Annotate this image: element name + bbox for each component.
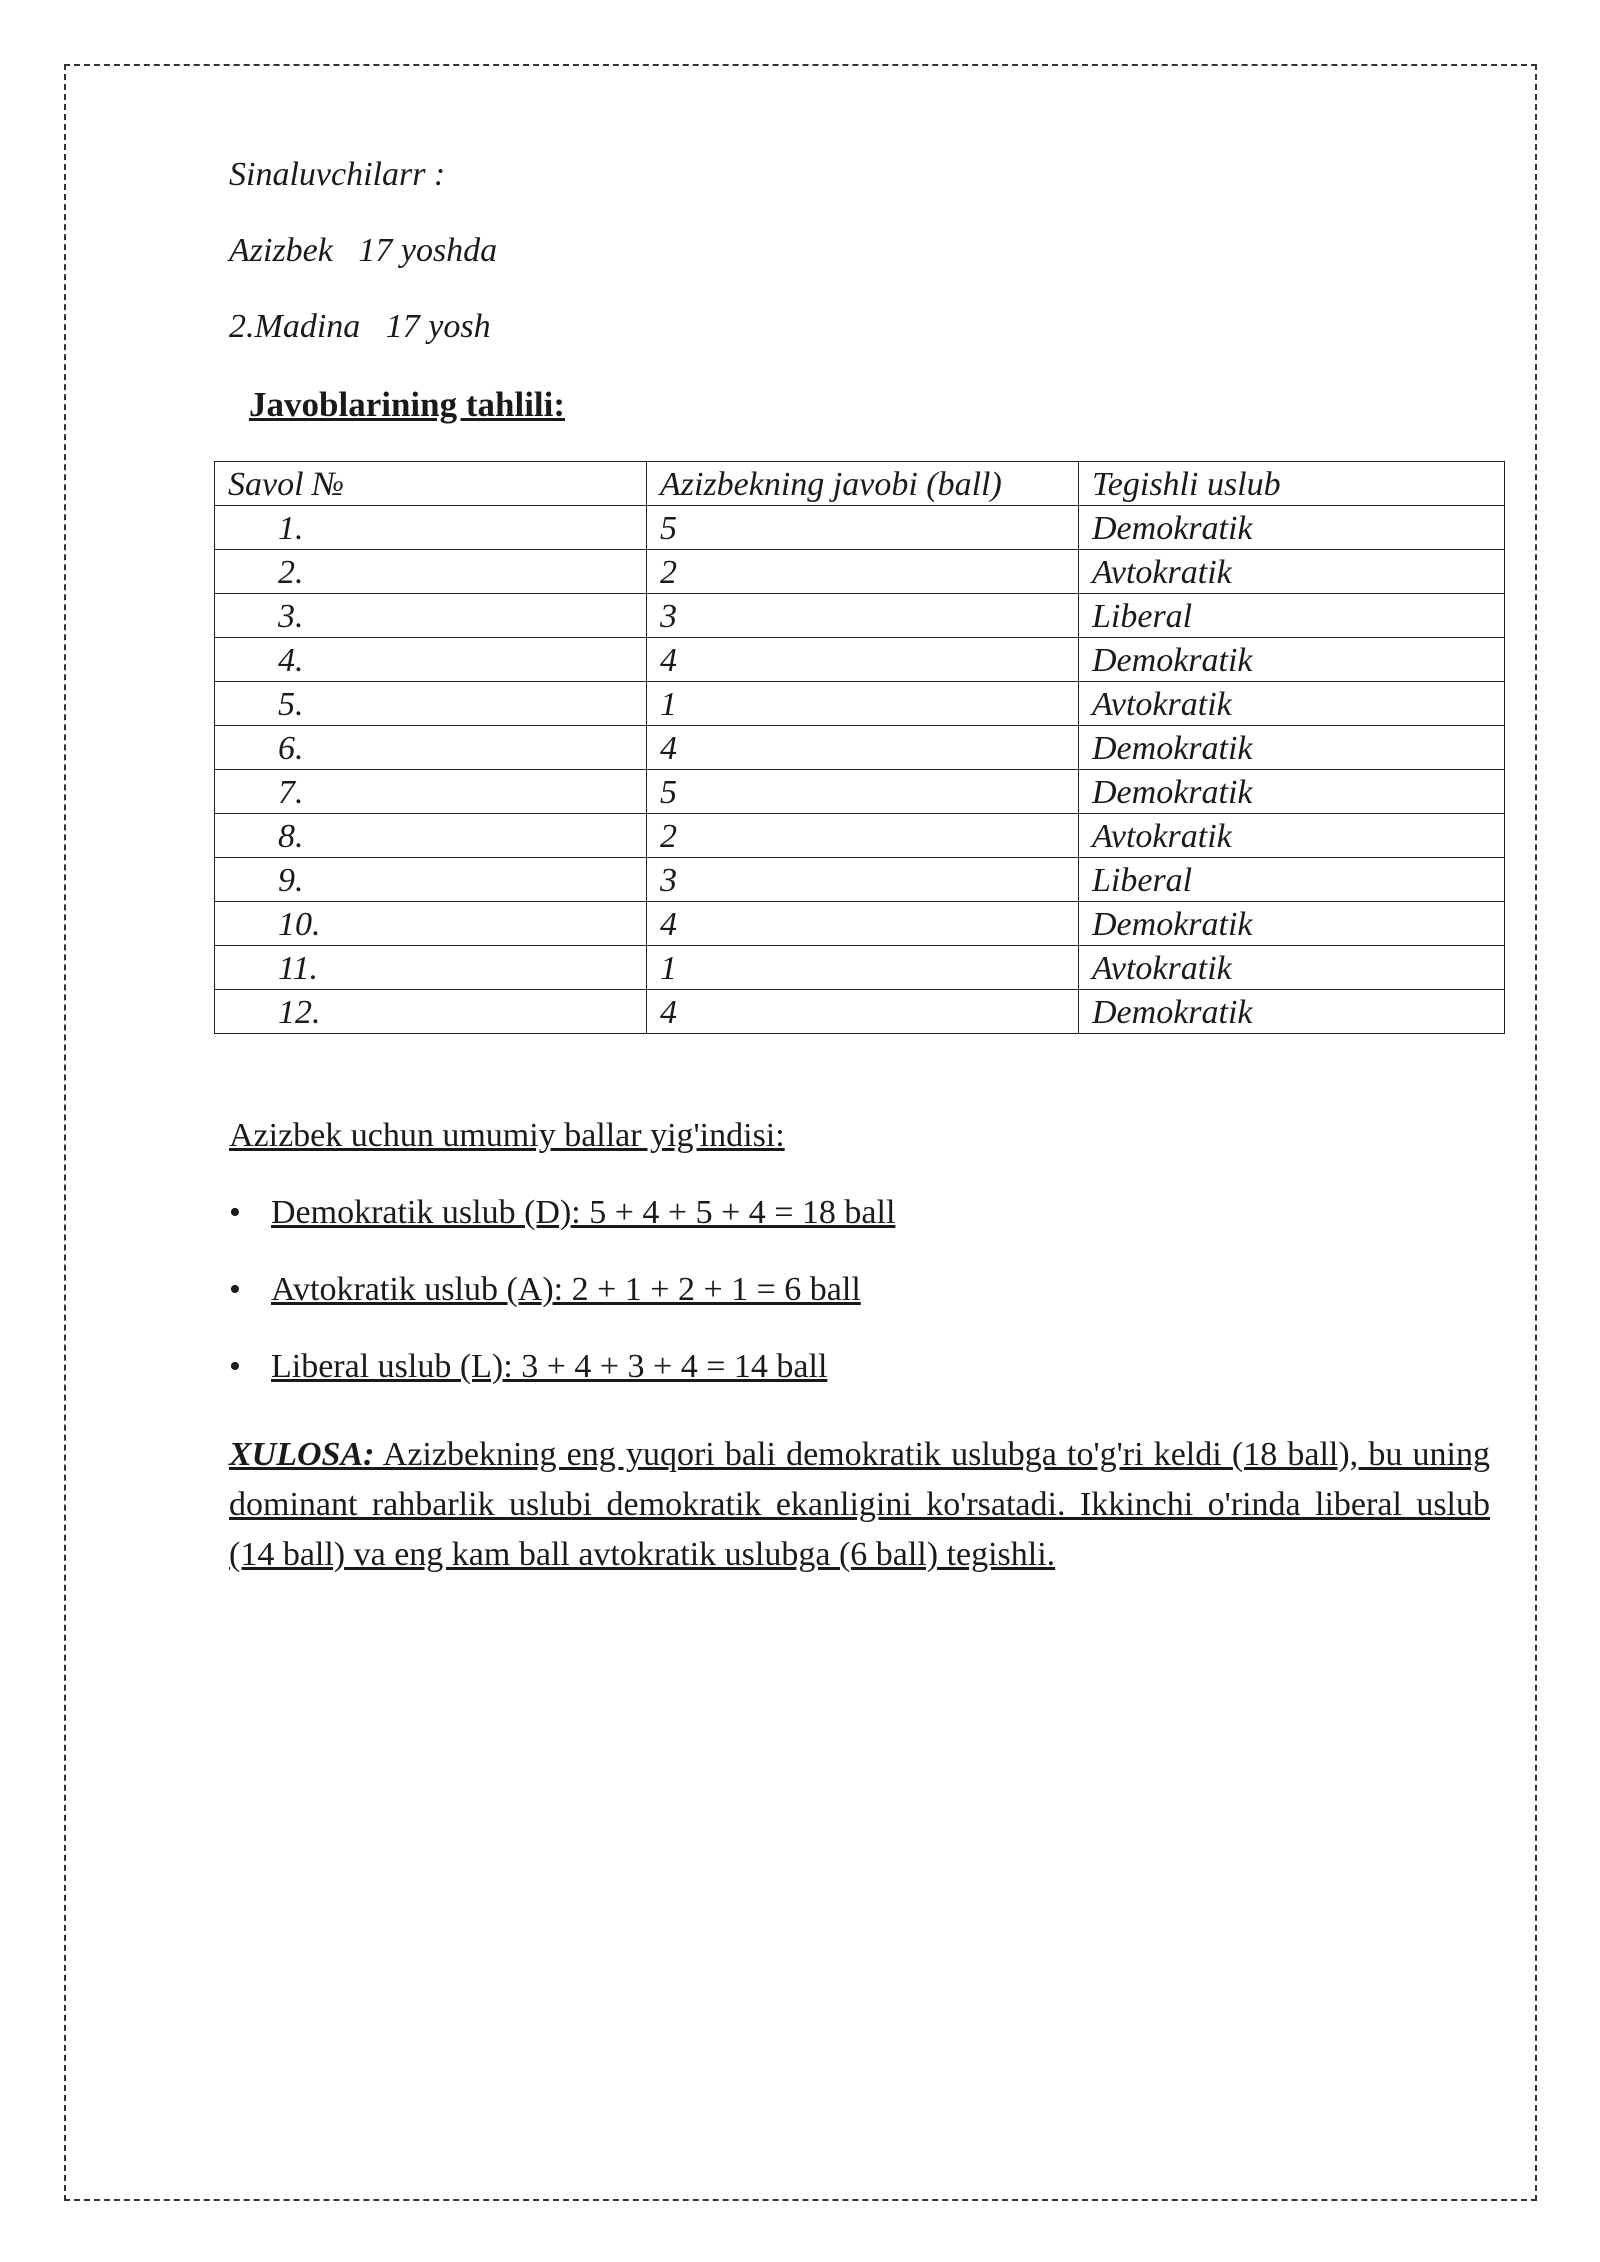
summary-item-autocratic [229, 1270, 861, 1310]
table-cell-question: 12. [215, 990, 647, 1034]
table-cell-style: Liberal [1079, 594, 1505, 638]
table-header-row [215, 462, 1505, 506]
conclusion-paragraph [229, 1430, 1490, 1580]
table-cell-question: 6. [215, 726, 647, 770]
table-row [215, 990, 1505, 1034]
column-header-style: Tegishli uslub [1079, 462, 1505, 506]
table-row [215, 682, 1505, 726]
table-cell-question: 9. [215, 858, 647, 902]
bullet-icon: • [229, 1194, 241, 1231]
table-cell-style: Demokratik [1079, 902, 1505, 946]
table-cell-question: 3. [215, 594, 647, 638]
table-cell-question: 10. [215, 902, 647, 946]
table-cell-style: Demokratik [1079, 990, 1505, 1034]
table-body [215, 506, 1505, 1034]
subject-2: 2.Madina 17 yosh [229, 308, 491, 345]
subject-1: Azizbek 17 yoshda [229, 232, 498, 269]
table-cell-style: Avtokratik [1079, 682, 1505, 726]
table-cell-score: 5 [647, 770, 1079, 814]
table-row [215, 550, 1505, 594]
summary-item-text: Demokratik uslub (D): 5 + 4 + 5 + 4 = 18 ball [271, 1194, 896, 1231]
table-cell-question: 4. [215, 638, 647, 682]
table-cell-style: Avtokratik [1079, 550, 1505, 594]
table-cell-question: 1. [215, 506, 647, 550]
conclusion-label: XULOSA: [229, 1436, 375, 1473]
table-row [215, 726, 1505, 770]
table-cell-score: 5 [647, 506, 1079, 550]
table-row [215, 946, 1505, 990]
subjects-label: Sinaluvchilarr : [229, 156, 446, 193]
table-row [215, 506, 1505, 550]
analysis-heading: Javoblarining tahlili: [249, 385, 566, 424]
table-cell-question: 5. [215, 682, 647, 726]
table-cell-score: 4 [647, 726, 1079, 770]
table-cell-score: 3 [647, 858, 1079, 902]
table-cell-score: 4 [647, 638, 1079, 682]
table-cell-score: 2 [647, 814, 1079, 858]
table-cell-question: 7. [215, 770, 647, 814]
table-row [215, 638, 1505, 682]
table-cell-style: Demokratik [1079, 638, 1505, 682]
table-cell-score: 1 [647, 946, 1079, 990]
table-cell-score: 1 [647, 682, 1079, 726]
table-row [215, 594, 1505, 638]
table-cell-score: 3 [647, 594, 1079, 638]
bullet-icon: • [229, 1348, 241, 1385]
table-cell-score: 2 [647, 550, 1079, 594]
table-cell-style: Liberal [1079, 858, 1505, 902]
summary-item-text: Avtokratik uslub (A): 2 + 1 + 2 + 1 = 6 ball [271, 1271, 861, 1308]
table-cell-style: Avtokratik [1079, 814, 1505, 858]
table-cell-style: Demokratik [1079, 770, 1505, 814]
table-row [215, 858, 1505, 902]
summary-title: Azizbek uchun umumiy ballar yig'indisi: [229, 1117, 785, 1154]
bullet-icon: • [229, 1271, 241, 1308]
table-row [215, 902, 1505, 946]
column-header-score: Azizbekning javobi (ball) [647, 462, 1079, 506]
conclusion-text: Azizbekning eng yuqori bali demokratik uslubga to'g'ri keldi (18 ball), bu uning dominant rahbarlik uslubi demokratik ekanligini ko'rsatadi. Ikkinchi o'rinda liberal uslub (14 ball) va eng kam ball avtokratik uslubga (6 ball) tegishli. [229, 1436, 1490, 1573]
summary-item-liberal [229, 1347, 827, 1387]
table-cell-question: 11. [215, 946, 647, 990]
table-row [215, 770, 1505, 814]
table-cell-question: 2. [215, 550, 647, 594]
table-cell-question: 8. [215, 814, 647, 858]
summary-item-democratic [229, 1193, 895, 1233]
column-header-question: Savol № [215, 462, 647, 506]
table-cell-style: Demokratik [1079, 726, 1505, 770]
table-cell-score: 4 [647, 990, 1079, 1034]
results-table [214, 461, 1505, 1034]
table-cell-style: Demokratik [1079, 506, 1505, 550]
summary-item-text: Liberal uslub (L): 3 + 4 + 3 + 4 = 14 ball [271, 1348, 828, 1385]
table-cell-style: Avtokratik [1079, 946, 1505, 990]
table-row [215, 814, 1505, 858]
table-cell-score: 4 [647, 902, 1079, 946]
